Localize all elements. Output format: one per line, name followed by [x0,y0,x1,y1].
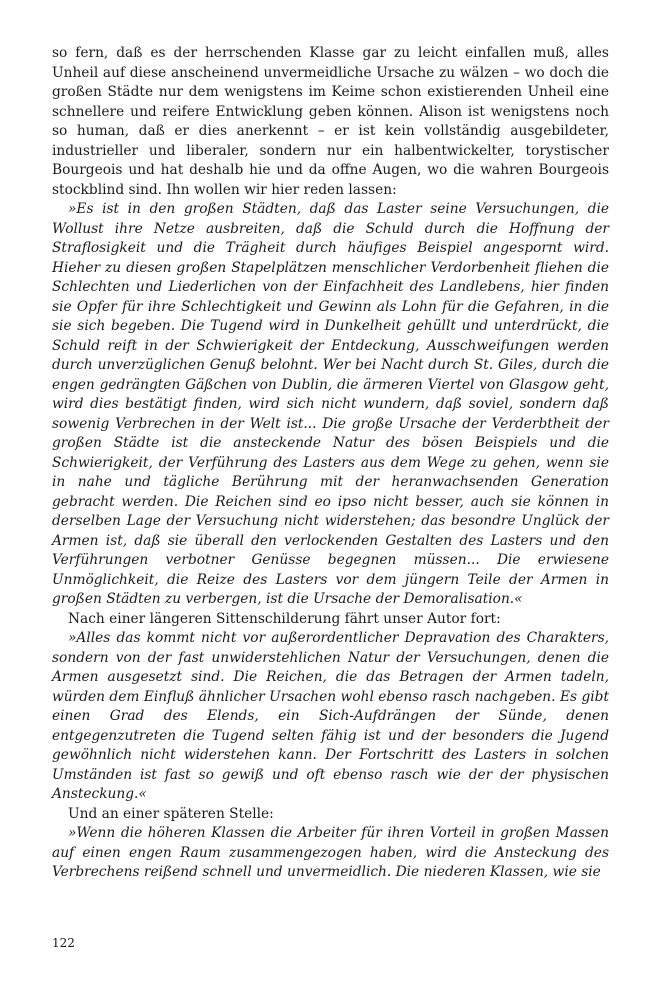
quote-alison-2: »Alles das kommt nicht vor außerordentlicher Depravation des Charakters, sondern von der fast unwiderstehlichen Natur der Versuchungen, denen die Armen ausgesetzt sind. Die Reichen, die das Betragen der Armen tadeln, würden dem Einfluß ähnlicher Ursachen wohl ebenso rasch nachgeben. Es gibt einen Grad des Elends, ein Sich-Aufdrängen der Sünde, denen entgegenzutreten die Tugend selten fähig ist und der besonders die Jugend gewöhnlich nicht widerstehen kann. Der Fortschritt des Lasters in solchen Umständen ist fast so gewiß und oft ebenso rasch wie der der physischen Ansteckung.« [52,630,609,802]
page-number: 122 [52,936,75,950]
quote-alison-1: »Es ist in den großen Städten, daß das Laster seine Versuchungen, die Wollust ihre Netze ausbreiten, daß die Schuld durch die Hoffnung der Straflosigkeit und die Trägheit durch häufiges Beispiel angespornt wird. Hieher zu diesen großen Stapelplätzen menschlicher Verdorbenheit fliehen die Schlechten und Liederlichen von der Einfachheit des Landlebens, hier finden sie Opfer für ihre Schlechtigkeit und Gewinn als Lohn für die Gefahren, in die sie sich begeben. Die Tugend wird in Dunkelheit gehüllt und unterdrückt, die Schuld reift in der Schwierigkeit der Entdeckung, Ausschweifungen werden durch unverzüglichen Genuß belohnt. Wer bei Nacht durch St. Giles, durch die engen gedrängten Gäßchen von Dublin, die ärmeren Viertel von Glasgow geht, wird dies bestätigt finden, wird sich nicht wundern, daß soviel, sondern daß sowenig Verbrechen in der Welt ist... Die große Ursache der Verderbtheit der großen Städte ist die ansteckende Natur des bösen Beispiels und die Schwierigkeit, der Verführung des Lasters aus dem Wege zu gehen, wenn sie in nahe und tägliche Berührung mit der heranwachsenden Generation gebracht werden. Die Reichen sind eo ipso nicht besser, auch sie können in derselben Lage der Versuchung nicht widerstehen; das besondre Unglück der Armen ist, daß sie überall den verlockenden Gestalten des Lasters und den Verführungen verbotner Genüsse begegnen müssen... Die erwiesene Unmöglichkeit, die Reize des Lasters vor dem jüngern Teile der Armen in großen Städten zu verbergen, ist die Ursache der Demoralisation.« [52,201,609,607]
paragraph-transition-2: Und an einer späteren Stelle: [68,805,274,822]
quote-alison-3: »Wenn die höheren Klassen die Arbeiter für ihren Vorteil in großen Massen auf einen engen Raum zusammengezogen haben, wird die Ansteckung des Verbrechens reißend schnell und unvermeidlich. Die niederen Klassen, wie sie [52,825,609,880]
page-body [52,44,609,883]
paragraph-intro: so fern, daß es der herrschenden Klasse gar zu leicht einfallen muß, alles Unheil auf diese anscheinend unvermeidliche Ursache zu wälzen – wo doch die großen Städte nur dem wenigstens im Keime schon existierenden Unheil eine schnellere und reifere Entwicklung geben können. Alison ist wenigstens noch so human, daß er dies anerkennt – er ist kein vollständig ausgebildeter, industrieller und liberaler, sondern nur ein halbentwickelter, torystischer Bourgeois und hat deshalb hie und da offne Augen, wo die wahren Bourgeois stockblind sind. Ihn wollen wir hier reden lassen: [52,45,609,198]
paragraph-transition-1: Nach einer längeren Sittenschilderung fährt unser Autor fort: [68,610,501,627]
